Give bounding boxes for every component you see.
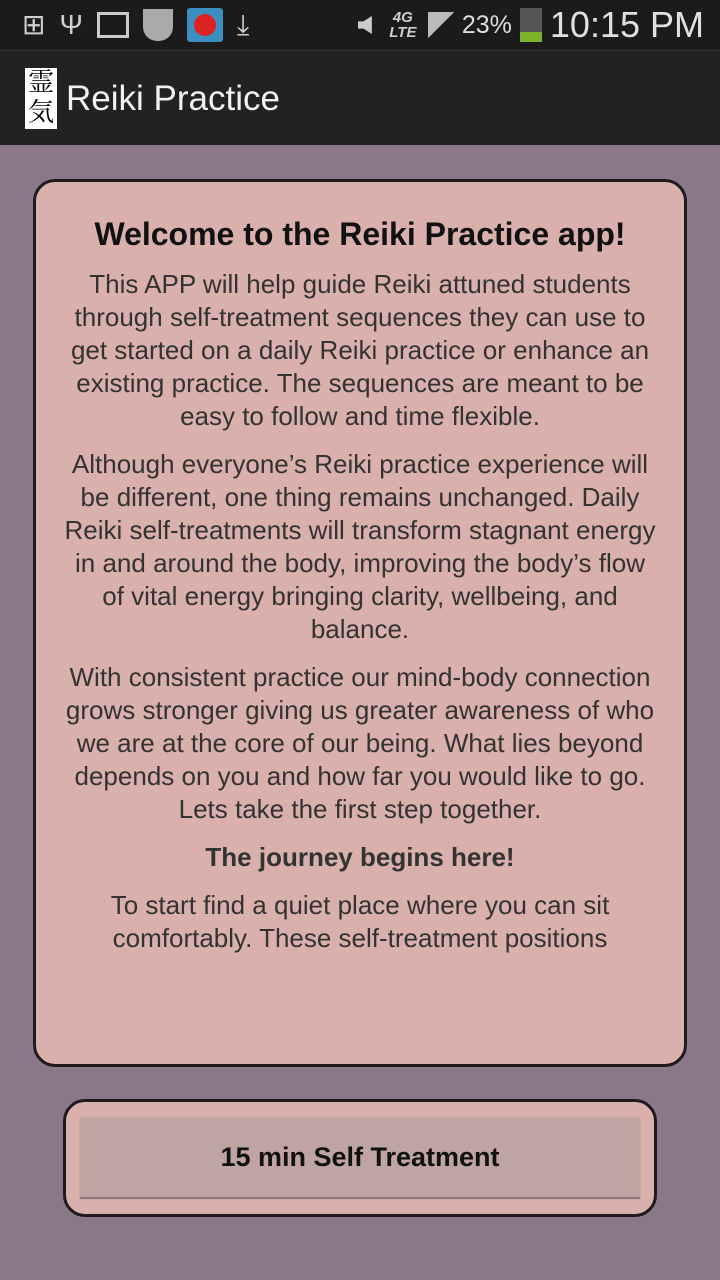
network-type: 4G LTE [389,9,417,41]
image-icon [97,12,129,38]
app-title: Reiki Practice [66,79,280,118]
system-icons [352,0,704,50]
welcome-card [33,179,687,1067]
shield-update-icon [143,9,173,41]
mute-icon [352,8,378,42]
benefits-paragraph: Although everyone’s Reiki practice experience will be different, one thing remains unchanged. Daily Reiki self-treatments will transform stagnant energy in and around the body, improving the body’s flow of vital energy bringing clarity, wellbeing, and balance. [64,449,656,644]
usb-icon: Ψ [59,9,83,40]
signal-icon [428,12,454,38]
add-notification-icon: ⊞ [22,9,46,40]
button-container [63,1099,657,1217]
connection-paragraph: With consistent practice our mind-body connection grows stronger giving us greater awareness of who we are at the core of our being. What lies beyond depends on you and how far you would like to go. Lets take the first step together. [65,662,655,824]
self-treatment-15-button[interactable]: 15 min Self Treatment [80,1118,640,1199]
status-bar [0,0,720,50]
journey-subheading: The journey begins here! [205,842,515,872]
notification-icons [22,0,249,50]
battery-icon [520,8,542,42]
welcome-heading: Welcome to the Reiki Practice app! [94,216,626,252]
intro-paragraph: This APP will help guide Reiki attuned students through self-treatment sequences they can use to get started on a daily Reiki practice or enhance an existing practice. The sequences are meant to be easy to follow and time flexible. [70,269,650,431]
app-logo-icon[interactable]: 霊気 [25,68,57,129]
welcome-scroll-view[interactable] [36,182,684,1038]
download-icon: ⤓ [236,9,250,40]
battery-percent: 23% [461,11,512,39]
clock: 10:15 PM [549,4,704,45]
action-bar [0,50,720,145]
angry-birds-icon [187,8,223,42]
start-paragraph: To start find a quiet place where you can sit comfortably. These self-treatment positions [110,890,610,953]
